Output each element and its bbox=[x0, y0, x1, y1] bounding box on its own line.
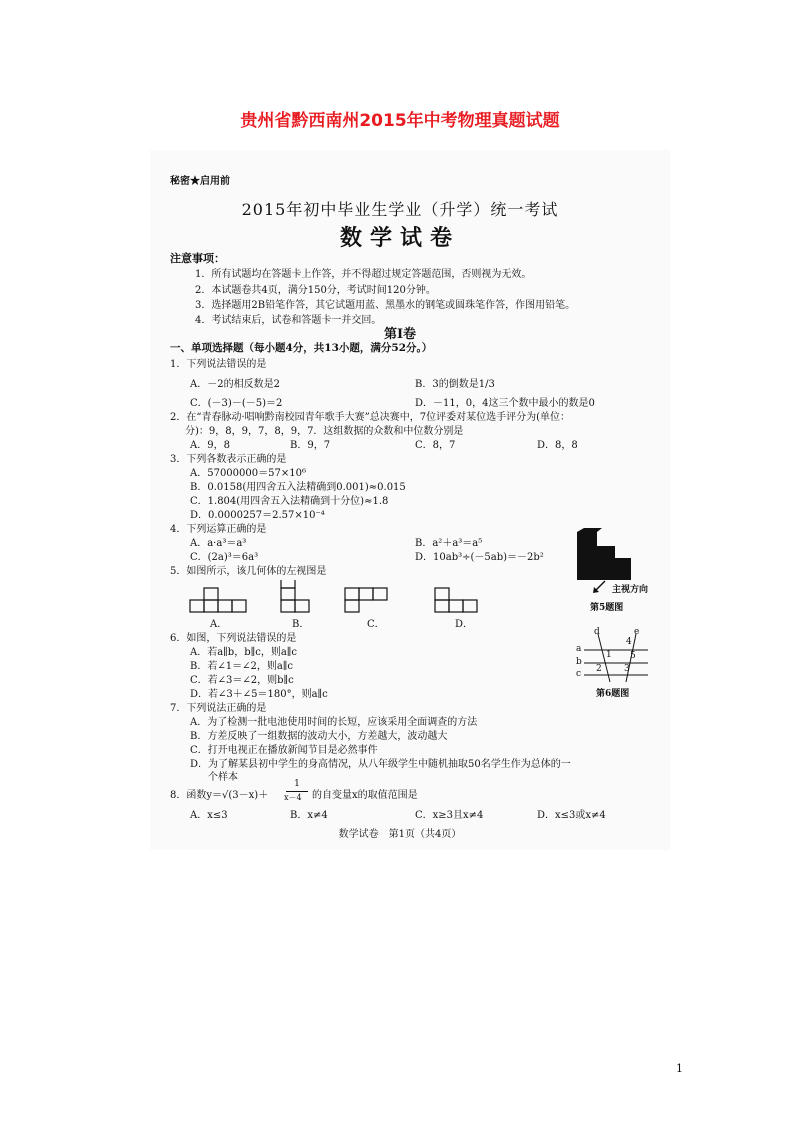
exam-page-footer: 数学试卷 第1页（共4页） bbox=[338, 829, 462, 840]
q6-option-a: A．若a∥b，b∥c，则a∥c bbox=[190, 647, 298, 658]
q6-lines-figure bbox=[578, 630, 650, 682]
document-title: 贵州省黔西南州2015年中考物理真题试题 bbox=[240, 111, 560, 131]
q3-option-d: D．0.0000257＝2.57×10⁻⁴ bbox=[190, 510, 325, 521]
question-8-stem-end: 的自变量x的取值范围是 bbox=[312, 790, 418, 801]
subject-title: 数学试卷 bbox=[339, 225, 460, 251]
q6-option-d: D．若∠3＋∠5＝180°，则a∥c bbox=[190, 689, 328, 700]
q5-figure-caption: 第5题图 bbox=[590, 603, 624, 613]
q7-option-d-line1: D．为了解某县初中学生的身高情况，从八年级学生中随机抽取50名学生作为总体的一 bbox=[190, 759, 571, 770]
q6-label-a: a bbox=[576, 644, 582, 654]
q2-option-b: B．9，7 bbox=[290, 440, 331, 451]
page-number: 1 bbox=[676, 1062, 683, 1075]
q6-angle-3: 3 bbox=[624, 664, 630, 674]
question-6-stem: 6．如图，下列说法错误的是 bbox=[170, 633, 297, 644]
q3-option-c: C．1.804(用四舍五入法精确到十分位)≈1.8 bbox=[190, 496, 389, 507]
q6-option-c: C．若∠3＝∠2，则b∥c bbox=[190, 675, 294, 686]
q6-figure-caption: 第6题图 bbox=[596, 689, 630, 699]
q4-option-a: A．a·a³＝a³ bbox=[190, 538, 247, 549]
q3-option-b: B．0.0158(用四舍五入法精确到0.001)≈0.015 bbox=[190, 482, 406, 493]
q6-angle-1: 1 bbox=[606, 650, 612, 660]
q5-view-options-figure bbox=[185, 580, 485, 615]
notice-item: 4．考试结束后，试卷和答题卡一并交回。 bbox=[195, 315, 382, 326]
notice-item: 3．选择题用2B铅笔作答，其它试题用蓝、黑墨水的钢笔或圆珠笔作答，作图用铅笔。 bbox=[195, 300, 576, 311]
q8-option-c: C．x≥3且x≠4 bbox=[415, 810, 484, 821]
q1-option-c: C．(－3)－(－5)＝2 bbox=[190, 398, 283, 409]
q8-option-d: D．x≤3或x≠4 bbox=[537, 810, 606, 821]
question-7-stem: 7．下列说法正确的是 bbox=[170, 703, 267, 714]
q2-option-d: D．8，8 bbox=[537, 440, 578, 451]
q8-fraction-numerator: 1 bbox=[294, 779, 300, 789]
q3-option-a: A．57000000＝57×10⁶ bbox=[190, 468, 306, 479]
q5-option-c-label: C． bbox=[367, 619, 385, 630]
question-2-stem-line1: 2．在“青春脉动·唱响黔南校园青年歌手大赛”总决赛中，7位评委对某位选手评分为(单位： bbox=[170, 412, 571, 423]
q8-option-a: A．x≤3 bbox=[190, 810, 228, 821]
question-2-stem-line2: 分)：9，8，9，7，8，9，7．这组数据的众数和中位数分别是 bbox=[185, 426, 464, 437]
q7-option-c: C．打开电视正在播放新闻节目是必然事件 bbox=[190, 745, 378, 756]
q8-option-b: B．x≠4 bbox=[290, 810, 328, 821]
q6-angle-4: 4 bbox=[626, 637, 632, 647]
q4-option-c: C．(2a)³＝6a³ bbox=[190, 552, 259, 563]
view-direction-arrow-icon bbox=[592, 580, 606, 594]
q6-option-b: B．若∠1＝∠2，则a∥c bbox=[190, 661, 294, 672]
q8-fraction-denominator: x－4 bbox=[284, 793, 302, 802]
q5-option-b-label: B． bbox=[292, 619, 310, 630]
q4-option-b: B．a²＋a³＝a⁵ bbox=[415, 538, 483, 549]
q5-option-d-label: D． bbox=[455, 619, 474, 630]
q6-label-b: b bbox=[576, 657, 582, 667]
notice-item: 1．所有试题均在答题卡上作答，并不得超过规定答题范围，否则视为无效。 bbox=[195, 269, 532, 280]
q6-angle-2: 2 bbox=[596, 664, 602, 674]
q6-label-c: c bbox=[576, 669, 582, 679]
question-8-stem-start: 8．函数y＝√(3－x)＋ bbox=[170, 790, 269, 801]
q1-option-b: B．3的倒数是1/3 bbox=[415, 379, 495, 390]
q1-option-a: A．－2的相反数是2 bbox=[190, 379, 280, 390]
volume-heading: 第Ⅰ卷 bbox=[383, 327, 417, 342]
q7-option-a: A．为了检测一批电池使用时间的长短，应该采用全面调查的方法 bbox=[190, 717, 478, 728]
section-heading: 一、单项选择题（每小题4分，共13小题，满分52分。） bbox=[170, 342, 433, 354]
q2-option-c: C．8，7 bbox=[415, 440, 456, 451]
secret-label: 秘密★启用前 bbox=[170, 176, 230, 187]
q7-option-b: B．方差反映了一组数据的波动大小，方差越大，波动越大 bbox=[190, 731, 448, 742]
question-4-stem: 4．下列运算正确的是 bbox=[170, 524, 267, 535]
q6-label-e: e bbox=[634, 627, 640, 637]
q6-label-d: d bbox=[594, 627, 600, 637]
q6-angle-5: 5 bbox=[630, 651, 636, 661]
notice-item: 2．本试题卷共4页，满分150分，考试时间120分钟。 bbox=[195, 285, 436, 296]
q5-solid-figure bbox=[572, 528, 634, 583]
q5-option-a-label: A． bbox=[210, 619, 228, 630]
exam-title: 2015年初中毕业生学业（升学）统一考试 bbox=[241, 200, 559, 219]
q4-option-d: D．10ab³÷(－5ab)＝－2b² bbox=[415, 552, 544, 563]
question-1-stem: 1．下列说法错误的是 bbox=[170, 359, 267, 370]
notice-heading: 注意事项： bbox=[170, 252, 225, 265]
q7-option-d-line2: 个样本 bbox=[208, 772, 238, 783]
q1-option-d: D．－11，0，4这三个数中最小的数是0 bbox=[415, 398, 595, 409]
view-direction-label: 主视方向 bbox=[612, 585, 649, 595]
q2-option-a: A．9，8 bbox=[190, 440, 230, 451]
question-5-stem: 5．如图所示，该几何体的左视图是 bbox=[170, 566, 327, 577]
question-3-stem: 3．下列各数表示正确的是 bbox=[170, 454, 287, 465]
